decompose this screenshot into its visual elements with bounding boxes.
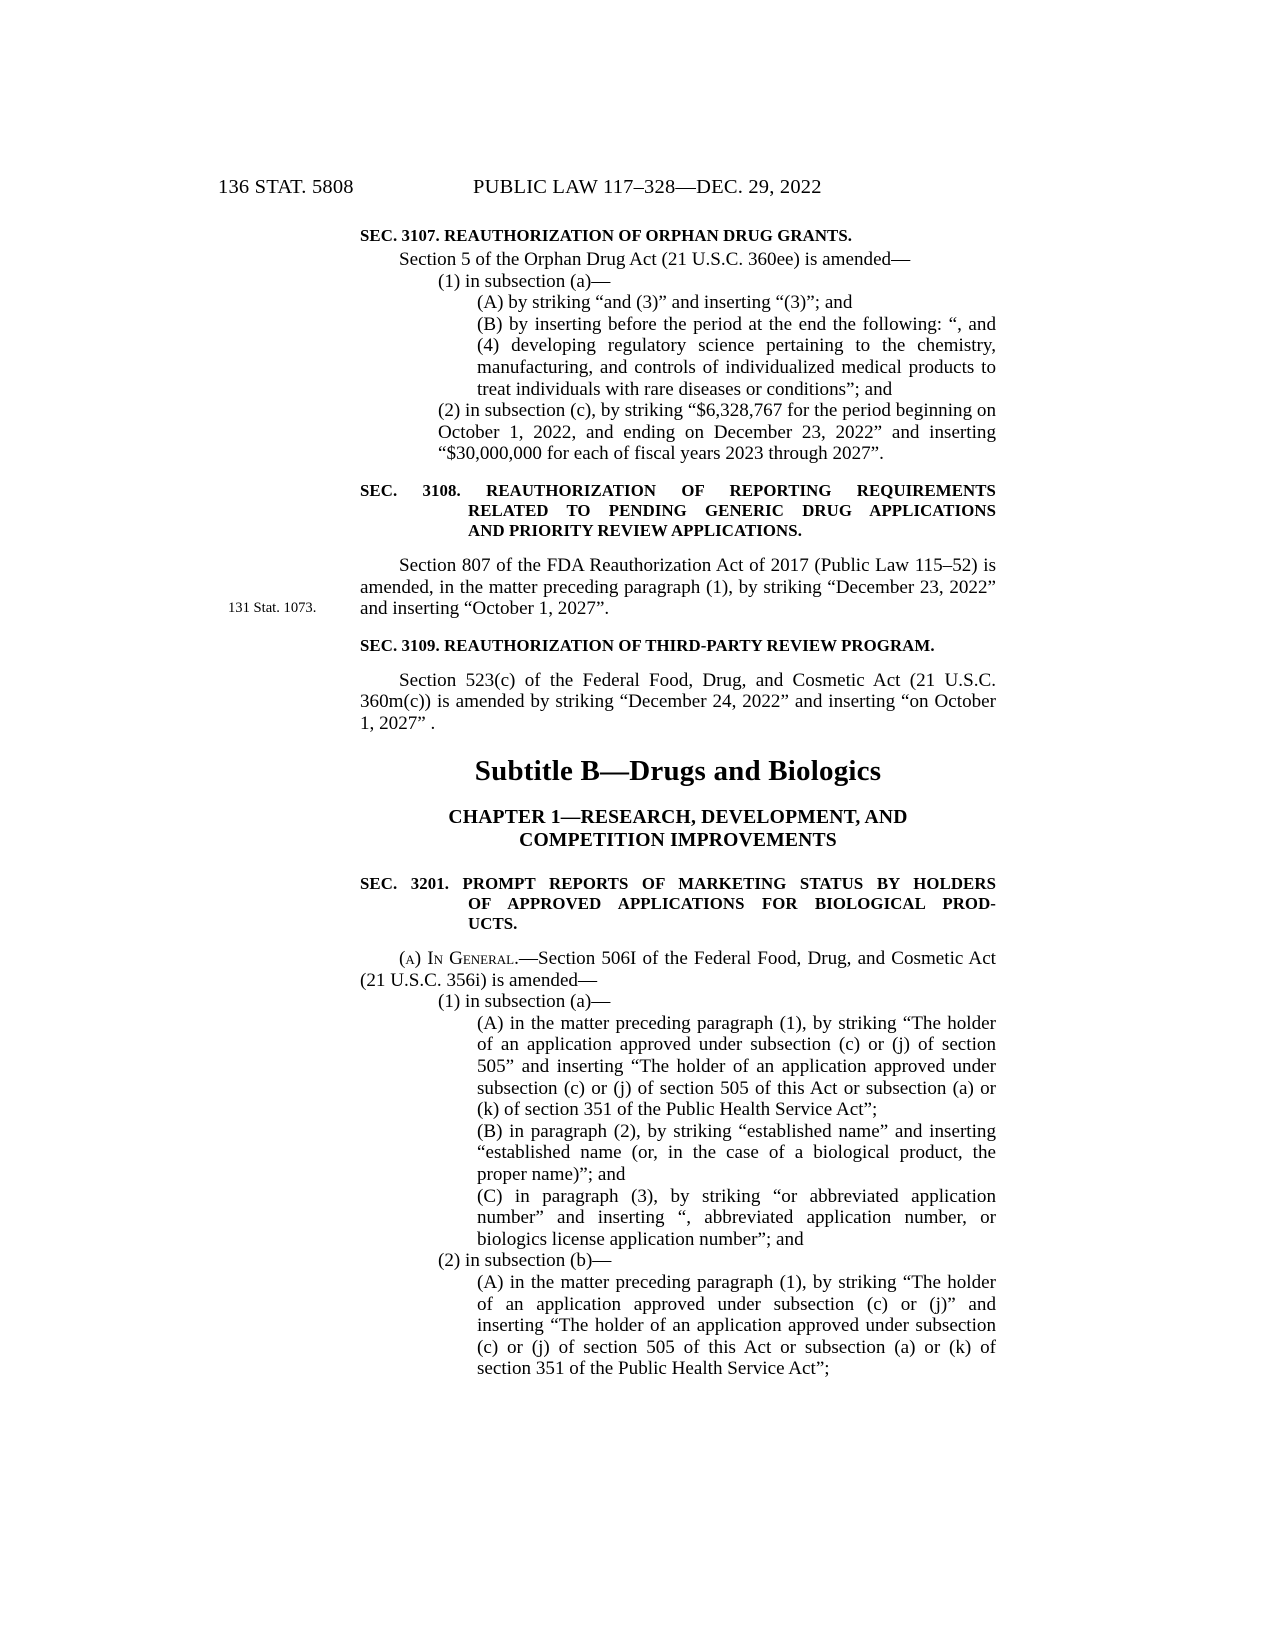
section-3108-heading-line1: SEC. 3108. REAUTHORIZATION OF REPORTING REQUIREMENTS xyxy=(360,480,996,500)
section-3201-para-1-c: (C) in paragraph (3), by striking “or abbreviated application number” and inserting “, abbreviated application number, or biologics license application number”; and xyxy=(477,1185,996,1250)
section-3201-heading-block xyxy=(360,874,996,934)
section-3108-heading-block xyxy=(360,481,996,541)
section-3201-para-1-a: (A) in the matter preceding paragraph (1), by striking “The holder of an application approved under subsection (c) or (j) of section 505” and inserting “The holder of an application approved under subsection (c) or (j) of section 505 of this Act or subsection (a) or (k) of section 351 of the Public Health Service Act”; xyxy=(477,1012,996,1121)
subsection-a-text: Section 506I of the Federal Food, Drug, and Cosmetic Act (21 U.S.C. 356i) is amended— xyxy=(360,948,996,991)
section-3107-para-1-b: (B) by inserting before the period at the end the following: “, and (4) developing regulatory science pertaining to the chemistry, manufacturing, and controls of individualized medical products to treat individuals with rare diseases or conditions”; and xyxy=(477,313,996,400)
section-3107-heading: SEC. 3107. REAUTHORIZATION OF ORPHAN DRUG GRANTS. xyxy=(360,226,853,245)
section-3107-heading-block xyxy=(360,226,996,246)
subsection-a-label: (a) In General.— xyxy=(399,948,538,970)
section-3201-para-2-a: (A) in the matter preceding paragraph (1), by striking “The holder of an application approved under subsection (c) or (j)” and inserting “The holder of an application approved under subsection (c) or (j) of section 505 of this Act or subsection (a) or (k) of section 351 of the Public Health Service Act”; xyxy=(477,1272,996,1380)
section-3201-heading-line1: SEC. 3201. PROMPT REPORTS OF MARKETING STATUS BY HOLDERS xyxy=(360,874,996,894)
section-3108-heading-line3: AND PRIORITY REVIEW APPLICATIONS. xyxy=(468,520,802,540)
section-3201-heading-line2: OF APPROVED APPLICATIONS FOR BIOLOGICAL PROD- xyxy=(468,894,996,914)
section-3109-heading: SEC. 3109. REAUTHORIZATION OF THIRD-PARTY REVIEW PROGRAM. xyxy=(360,635,935,655)
main-text-column xyxy=(360,226,996,1380)
subtitle-b-heading: Subtitle B—Drugs and Biologics xyxy=(474,754,882,787)
section-3107-para-1: (1) in subsection (a)— xyxy=(438,270,611,292)
public-law-header: PUBLIC LAW 117–328—DEC. 29, 2022 xyxy=(473,176,822,198)
section-3201-para-1: (1) in subsection (a)— xyxy=(438,991,611,1013)
section-3108-heading-line2: RELATED TO PENDING GENERIC DRUG APPLICATIONS xyxy=(468,500,996,520)
section-3201-subsection-a xyxy=(360,948,996,991)
section-3107-intro: Section 5 of the Orphan Drug Act (21 U.S.C. 360ee) is amended— xyxy=(399,249,911,270)
section-3108-body: Section 807 of the FDA Reauthorization Act of 2017 (Public Law 115–52) is amended, in the matter preceding paragraph (1), by striking “December 23, 2022” and inserting “October 1, 2027”. xyxy=(360,554,996,620)
section-3109-heading-block xyxy=(360,636,996,656)
chapter-1-heading-line2: COMPETITION IMPROVEMENTS xyxy=(519,830,837,852)
chapter-1-heading-line1: CHAPTER 1—RESEARCH, DEVELOPMENT, AND xyxy=(448,807,908,829)
section-3201-para-1-b: (B) in paragraph (2), by striking “established name” and inserting “established name (or, in the case of a biological product, the proper name)”; and xyxy=(477,1120,996,1186)
margin-note-stat-reference: 131 Stat. 1073. xyxy=(228,600,317,616)
section-3107-para-2: (2) in subsection (c), by striking “$6,328,767 for the period beginning on October 1, 2022, and ending on December 23, 2022” and inserting “$30,000,000 for each of fiscal years 2023 through 2027”. xyxy=(438,400,996,465)
section-3201-heading-line3: UCTS. xyxy=(468,914,518,934)
section-3107-para-1-a: (A) by striking “and (3)” and inserting “(3)”; and xyxy=(477,292,853,314)
section-3109-body: Section 523(c) of the Federal Food, Drug, and Cosmetic Act (21 U.S.C. 360m(c)) is amended by striking “December 24, 2022” and inserting “on October 1, 2027” . xyxy=(360,669,996,734)
stat-citation: 136 STAT. 5808 xyxy=(218,176,354,198)
section-3201-para-2: (2) in subsection (b)— xyxy=(438,1250,612,1272)
